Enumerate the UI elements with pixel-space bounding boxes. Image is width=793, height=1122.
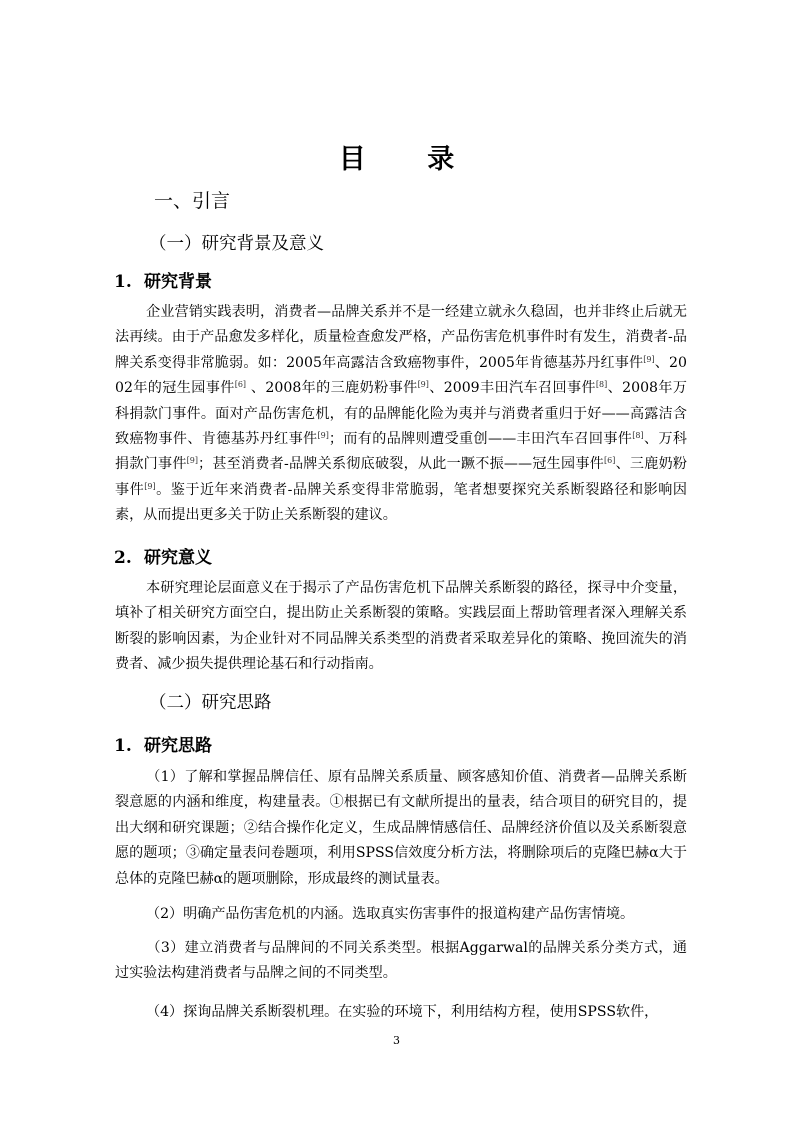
text-run: 、三鹿奶粉事件	[115, 456, 688, 498]
citation-ref: [6]	[604, 456, 616, 466]
citation-ref: [9]	[417, 380, 429, 390]
citation-ref: [9]	[317, 431, 329, 441]
page-title: 目 录	[338, 144, 481, 175]
text-run: 本研究理论层面意义在于揭示了产品伤害危机下品牌关系断裂的路径，探寻中介变量，填补了相关研究方面空白，提出防止关系断裂的策略。实践层面上帮助管理者深入理解关系断裂的影响因素，为企业针对不同品牌关系类型的消费者采取差异化的策略、挽回流失的消费者、减少损失提供理论基石和行动指南。	[115, 580, 687, 673]
paragraph-research-significance	[115, 576, 687, 678]
citation-ref: [8]	[632, 431, 644, 441]
subsection-heading-background: （一）研究背景及意义	[149, 234, 324, 254]
text-run: （2）明确产品伤害危机的内涵。选取真实伤害事件的报道构建产品伤害情境。	[146, 906, 635, 922]
heading-number: 2.	[114, 548, 132, 568]
text-run: 企业营销实践表明，消费者—品牌关系并不是一经建立就永久稳固，也并非终止后就无法再续。由于产品愈发多样化，质量检查愈发严格，产品伤害危机事件时有发生，消费者-品牌关系变得非常脆弱。如：2005年高露洁含致癌物事件，2005年肯德基苏丹红事件	[115, 304, 687, 371]
list-item	[115, 765, 687, 892]
page-number: 3	[393, 1034, 400, 1047]
list-item	[115, 902, 687, 927]
heading-text: 研究思路	[144, 736, 212, 756]
paragraph-research-background	[115, 300, 687, 529]
heading-text: 研究意义	[144, 548, 212, 568]
citation-ref: [6]	[234, 380, 247, 390]
text-run: 、2009丰田汽车召回事件	[428, 380, 596, 397]
text-run: ；而有的品牌则遭受重创——丰田汽车召回事件	[328, 431, 633, 448]
citation-ref: [9]	[186, 456, 198, 466]
citation-ref: [9]	[643, 354, 655, 364]
text-run: 。鉴于近年来消费者-品牌关系变得非常脆弱，笔者想要探究关系断裂路径和影响因素，从而提出更多关于防止关系断裂的建议。	[115, 481, 687, 524]
citation-ref: [8]	[595, 380, 608, 390]
subsection-heading-approach: （二）研究思路	[149, 693, 272, 713]
heading-text: 研究背景	[144, 272, 212, 292]
heading-research-approach	[114, 733, 212, 759]
text-run: 、2008年的三鹿奶粉事件	[246, 380, 418, 397]
citation-ref: [9]	[144, 481, 156, 491]
heading-research-background	[114, 269, 212, 295]
heading-number: 1.	[114, 272, 132, 292]
text-run: 、2002年的冠生园事件	[115, 354, 687, 397]
section-heading-introduction: 一、引言	[154, 190, 231, 212]
text-run: （1）了解和掌握品牌信任、原有品牌关系质量、顾客感知价值、消费者—品牌关系断裂意愿的内涵和维度，构建量表。①根据已有文献所提出的量表，结合项目的研究目的，提出大纲和研究课题；②结合操作化定义，生成品牌情感信任、品牌经济价值以及关系断裂意愿的题项；③确定量表问卷题项，利用SPSS信效度分析方法，将删除项后的克隆巴赫α大于总体的克隆巴赫α的题项删除，形成最终的测试量表。	[115, 769, 687, 887]
text-run: 、2008年万科捐款门事件。面对产品伤害危机，有的品牌能化险为夷并与消费者重归于好——高露洁含致癌物事件、肯德基苏丹红事件	[115, 380, 687, 448]
text-run: ；甚至消费者-品牌关系彻底破裂，从此一蹶不振——冠生园事件	[198, 456, 605, 473]
list-item	[115, 936, 687, 987]
text-run: 、万科捐款门事件	[115, 431, 688, 473]
text-run: （3）建立消费者与品牌间的不同关系类型。根据Aggarwal的品牌关系分类方式，通过实验法构建消费者与品牌之间的不同类型。	[115, 940, 687, 982]
heading-research-significance	[114, 545, 212, 571]
text-run: （4）探询品牌关系断裂机理。在实验的环境下，利用结构方程，使用SPSS软件，	[146, 1004, 659, 1020]
heading-number: 1.	[114, 736, 132, 756]
list-item	[115, 1000, 687, 1025]
